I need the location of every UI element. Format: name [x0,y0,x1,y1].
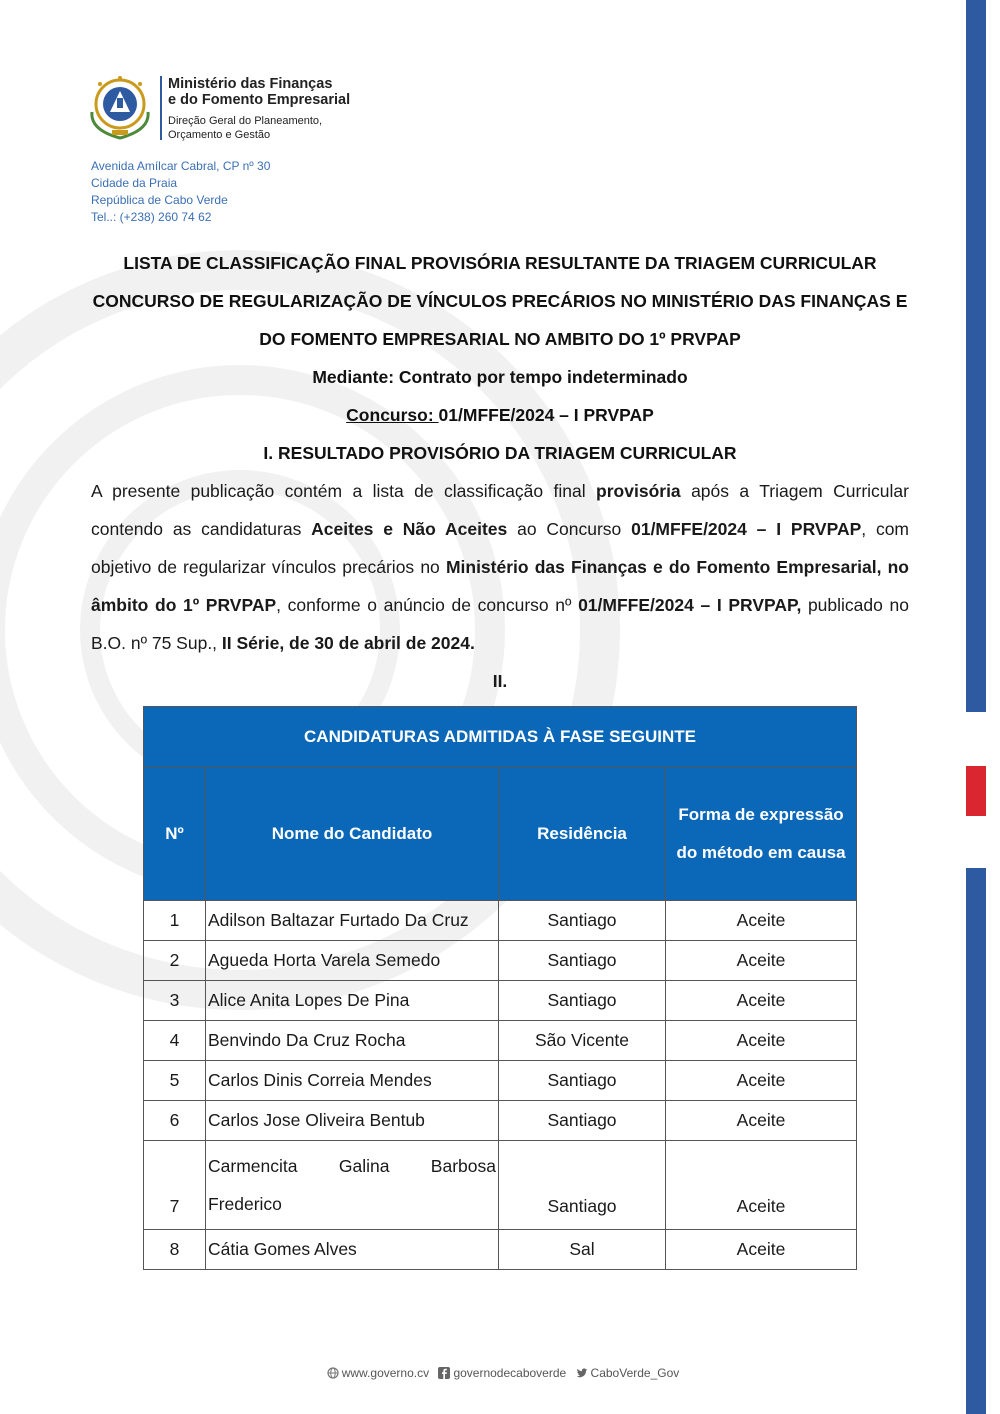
cell-name: Cátia Gomes Alves [206,1230,499,1270]
table-row [144,1141,857,1230]
cell-name: Adilson Baltazar Furtado Da Cruz [206,901,499,941]
para-bold: 01/MFFE/2024 – I PRVPAP, [578,595,802,615]
intro-paragraph [91,472,909,662]
cell-status: Aceite [666,941,857,981]
cell-status: Aceite [666,1061,857,1101]
para-text: após a Triagem Curricular contendo as candidaturas [91,481,909,539]
cell-status: Aceite [666,1101,857,1141]
name-word: Galina [338,1156,390,1176]
cell-status: Aceite [666,1230,857,1270]
table-row [144,1021,857,1061]
cell-number: 4 [144,1021,206,1061]
cell-name: Alice Anita Lopes De Pina [206,981,499,1021]
direction-name [168,114,322,142]
table-row [144,941,857,981]
table-row [144,1101,857,1141]
para-bold: II Série, de 30 de abril de 2024. [221,633,475,653]
section-heading-2: II. [492,671,508,691]
cell-residence: Santiago [499,1141,666,1230]
cell-status: Aceite [666,901,857,941]
table-row [144,1061,857,1101]
contract-type: Mediante: Contrato por tempo indeterminado [312,367,688,387]
contest-label: Concurso: [346,405,439,425]
para-bold: 01/MFFE/2024 – I PRVPAP [631,519,862,539]
flag-stripe-red [966,766,986,816]
facebook-link[interactable]: governodecaboverde [453,1366,567,1380]
contest-title-line2: DO FOMENTO EMPRESARIAL NO AMBITO DO 1º PRVPAP [259,329,741,349]
cell-residence: Sal [499,1230,666,1270]
column-header-number: Nº [144,768,206,901]
facebook-icon [438,1367,450,1379]
cell-number: 8 [144,1230,206,1270]
ministry-name [168,76,350,108]
table-row [144,1230,857,1270]
para-text: , conforme o anúncio de concurso nº [276,595,579,615]
cell-name [206,1141,499,1230]
column-header-name: Nome do Candidato [206,768,499,901]
website-link[interactable]: www.governo.cv [341,1366,430,1380]
ministry-name-line1: Ministério das Finanças [168,76,333,92]
cell-number: 6 [144,1101,206,1141]
cell-name-line2: Frederico [208,1194,282,1214]
cell-name: Agueda Horta Varela Semedo [206,941,499,981]
para-bold: Aceites e Não Aceites [311,519,508,539]
section-heading-1: I. RESULTADO PROVISÓRIO DA TRIAGEM CURRICULAR [263,443,737,463]
direction-name-line1: Direção Geral do Planeamento, [168,115,323,127]
cell-residence: Santiago [499,941,666,981]
header-divider [160,76,162,140]
globe-icon [327,1367,339,1379]
cell-number: 3 [144,981,206,1021]
cell-name-line1 [208,1147,496,1185]
contest-title-line1: CONCURSO DE REGULARIZAÇÃO DE VÍNCULOS PRECÁRIOS NO MINISTÉRIO DAS FINANÇAS E [92,291,908,311]
twitter-icon [576,1367,588,1379]
cell-residence: Santiago [499,1061,666,1101]
flag-stripe-blue-bottom [966,868,986,1414]
document-title: LISTA DE CLASSIFICAÇÃO FINAL PROVISÓRIA RESULTANTE DA TRIAGEM CURRICULAR [123,253,877,273]
ministry-name-line2: e do Fomento Empresarial [168,92,351,108]
coat-of-arms-logo [82,72,158,142]
cell-number: 5 [144,1061,206,1101]
candidates-table [143,706,857,1270]
table-row [144,981,857,1021]
table-header-row [144,768,857,901]
name-word: Barbosa [430,1156,496,1176]
cell-name: Carlos Jose Oliveira Bentub [206,1101,499,1141]
cell-status: Aceite [666,1141,857,1230]
twitter-link[interactable]: CaboVerde_Gov [590,1366,680,1380]
column-header-form: Forma de expressão do método em causa [666,768,857,901]
contest-reference [0,405,1000,426]
table-caption: CANDIDATURAS ADMITIDAS À FASE SEGUINTE [144,707,857,768]
contest-code: 01/MFFE/2024 – I PRVPAP [438,405,654,425]
cell-number: 1 [144,901,206,941]
cell-name: Carlos Dinis Correia Mendes [206,1061,499,1101]
cell-residence: Santiago [499,901,666,941]
table-row [144,901,857,941]
cell-number: 7 [144,1141,206,1230]
para-text: , com objetivo de regularizar vínculos precários no [91,519,910,577]
cell-name: Benvindo Da Cruz Rocha [206,1021,499,1061]
para-text: publicado no B.O. nº 75 Sup., [91,595,909,653]
address-line: Cidade da Praia [91,176,178,190]
cell-status: Aceite [666,1021,857,1061]
address-line: República de Cabo Verde [91,193,228,207]
para-bold: provisória [596,481,681,501]
cell-status: Aceite [666,981,857,1021]
footer [0,1366,1000,1380]
cell-number: 2 [144,941,206,981]
para-text: A presente publicação contém a lista de classificação final [91,481,597,501]
para-bold: Ministério das Finanças e do Fomento Empresarial, no âmbito do 1º PRVPAP [91,557,910,615]
cell-residence: Santiago [499,1101,666,1141]
cell-residence: São Vicente [499,1021,666,1061]
column-header-residence: Residência [499,768,666,901]
address-block [91,158,270,226]
name-word: Carmencita [208,1156,298,1176]
flag-stripe-blue-top [966,0,986,712]
para-text: ao Concurso [507,519,632,539]
address-phone: Tel..: (+238) 260 74 62 [91,210,212,224]
address-line: Avenida Amílcar Cabral, CP nº 30 [91,159,271,173]
cell-residence: Santiago [499,981,666,1021]
direction-name-line2: Orçamento e Gestão [168,129,271,141]
